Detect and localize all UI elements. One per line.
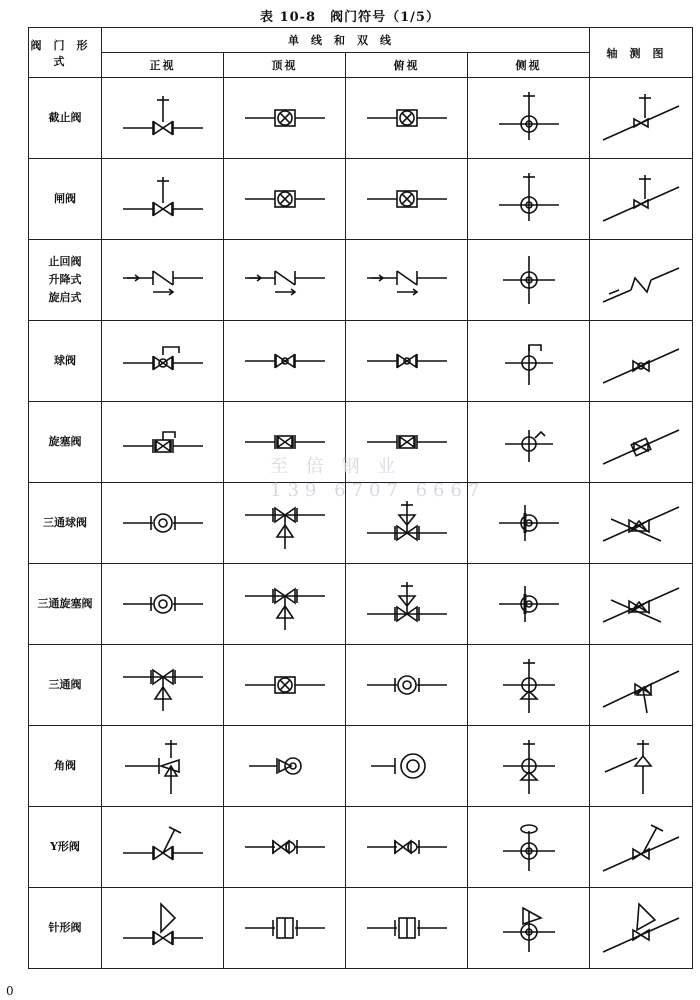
symbol-cell [224,807,346,888]
check-valve-icon [235,250,335,310]
valve-type-label: 球阀 [29,321,102,402]
valve-side-icon [479,574,579,634]
plug-valve-icon [113,412,213,472]
valve-type-label: 针形阀 [29,888,102,969]
valve-top-icon [357,169,457,229]
symbol-cell [590,321,693,402]
symbol-cell [468,78,590,159]
globe-valve-icon [113,88,213,148]
symbol-cell [102,807,224,888]
plug-valve-axonometric-icon [591,412,691,472]
symbol-cell [346,483,468,564]
valve-type-label: 闸阀 [29,159,102,240]
valve-side-icon [479,655,579,715]
symbol-cell [346,645,468,726]
symbol-cell [102,78,224,159]
table-row [29,888,693,969]
symbol-cell [102,321,224,402]
three-way-valve-icon [357,574,457,634]
valve-symbols-table [28,27,693,969]
symbol-cell [224,321,346,402]
valve-circle-icon [357,655,457,715]
header-plan-view: 俯视 [346,53,468,78]
valve-top-icon [235,655,335,715]
ball-valve-icon [235,331,335,391]
valve-top-icon [357,88,457,148]
y-valve-icon [235,817,335,877]
symbol-cell [346,564,468,645]
header-line-group: 单线和双线 [102,28,590,53]
check-valve-axonometric-icon [591,250,691,310]
symbol-cell [468,726,590,807]
header-top-view: 顶视 [224,53,346,78]
symbol-cell [468,240,590,321]
symbol-cell [224,726,346,807]
symbol-cell [102,159,224,240]
symbol-cell [102,483,224,564]
symbol-cell [102,726,224,807]
needle-valve-icon [357,898,457,958]
valve-axonometric-icon [591,169,691,229]
symbol-cell [224,159,346,240]
angle-valve-icon [235,736,335,796]
valve-side-icon [479,736,579,796]
symbol-cell [102,645,224,726]
symbol-cell [224,888,346,969]
valve-side-icon [479,493,579,553]
page-mark: 0 [6,984,14,998]
table-row [29,402,693,483]
three-way-valve-axonometric-icon [591,574,691,634]
valve-type-label: 旋塞阀 [29,402,102,483]
symbol-cell [346,402,468,483]
symbol-cell [468,564,590,645]
ball-valve-icon [113,331,213,391]
symbol-cell [346,888,468,969]
symbol-cell [468,402,590,483]
table-title: 表 10-8 阀门符号（1/5） [260,10,440,25]
symbol-cell [346,78,468,159]
needle-valve-axonometric-icon [591,898,691,958]
ball-valve-axonometric-icon [591,331,691,391]
needle-valve-icon [235,898,335,958]
header-side-view: 侧视 [468,53,590,78]
ball-valve-icon [357,331,457,391]
symbol-cell [590,888,693,969]
symbol-cell [468,807,590,888]
three-way-valve-axonometric-icon [591,655,691,715]
valve-type-label: 三通阀 [29,645,102,726]
symbol-cell [590,402,693,483]
three-way-valve-icon [113,655,213,715]
three-way-valve-axonometric-icon [591,493,691,553]
symbol-cell [590,78,693,159]
symbol-cell [590,807,693,888]
table-row [29,240,693,321]
check-valve-icon [113,250,213,310]
symbol-cell [590,726,693,807]
table-row [29,321,693,402]
table-row [29,564,693,645]
symbol-cell [224,402,346,483]
table-row [29,78,693,159]
table-row [29,159,693,240]
valve-type-label: 截止阀 [29,78,102,159]
symbol-cell [346,159,468,240]
header-valve-type: 阀门形式 [29,28,102,78]
symbol-cell [468,483,590,564]
y-valve-axonometric-icon [591,817,691,877]
plug-valve-icon [357,412,457,472]
table-row [29,483,693,564]
symbol-cell [346,321,468,402]
symbol-cell [346,807,468,888]
symbol-cell [468,888,590,969]
needle-valve-side-icon [479,898,579,958]
valve-top-icon [235,169,335,229]
symbol-cell [590,645,693,726]
symbol-cell [102,240,224,321]
symbol-cell [590,240,693,321]
symbol-cell [224,78,346,159]
symbol-cell [102,402,224,483]
symbol-cell [590,564,693,645]
angle-valve-axonometric-icon [591,736,691,796]
valve-circle-icon [113,493,213,553]
valve-type-label: 三通球阀 [29,483,102,564]
symbol-cell [224,564,346,645]
y-valve-side-icon [479,817,579,877]
symbol-cell [468,645,590,726]
angle-valve-icon [357,736,457,796]
symbol-cell [590,159,693,240]
symbol-cell [468,159,590,240]
y-valve-icon [357,817,457,877]
table-row [29,807,693,888]
header-axonometric: 轴测图 [590,28,693,78]
ball-valve-side-icon [479,331,579,391]
angle-valve-icon [113,736,213,796]
valve-side-icon [479,169,579,229]
symbol-cell [468,321,590,402]
three-way-valve-icon [235,574,335,634]
symbol-cell [102,564,224,645]
symbol-cell [224,645,346,726]
valve-top-icon [235,88,335,148]
table-row [29,645,693,726]
three-way-valve-icon [235,493,335,553]
valve-type-label: Y形阀 [29,807,102,888]
valve-side-icon [479,250,579,310]
symbol-cell [346,726,468,807]
table-row [29,726,693,807]
header-front-view: 正视 [102,53,224,78]
valve-type-label: 止回阀 升降式 旋启式 [29,240,102,321]
symbol-cell [590,483,693,564]
three-way-valve-icon [357,493,457,553]
symbol-cell [224,240,346,321]
y-valve-icon [113,817,213,877]
valve-side-icon [479,88,579,148]
globe-valve-icon [113,169,213,229]
valve-type-label: 三通旋塞阀 [29,564,102,645]
plug-valve-side-icon [479,412,579,472]
needle-valve-icon [113,898,213,958]
symbol-cell [102,888,224,969]
valve-circle-icon [113,574,213,634]
plug-valve-icon [235,412,335,472]
valve-type-label: 角阀 [29,726,102,807]
symbol-cell [346,240,468,321]
symbol-cell [224,483,346,564]
valve-axonometric-icon [591,88,691,148]
watermark: 至 倍 钢 业 139 6707 6667 [270,456,486,501]
check-valve-icon [357,250,457,310]
